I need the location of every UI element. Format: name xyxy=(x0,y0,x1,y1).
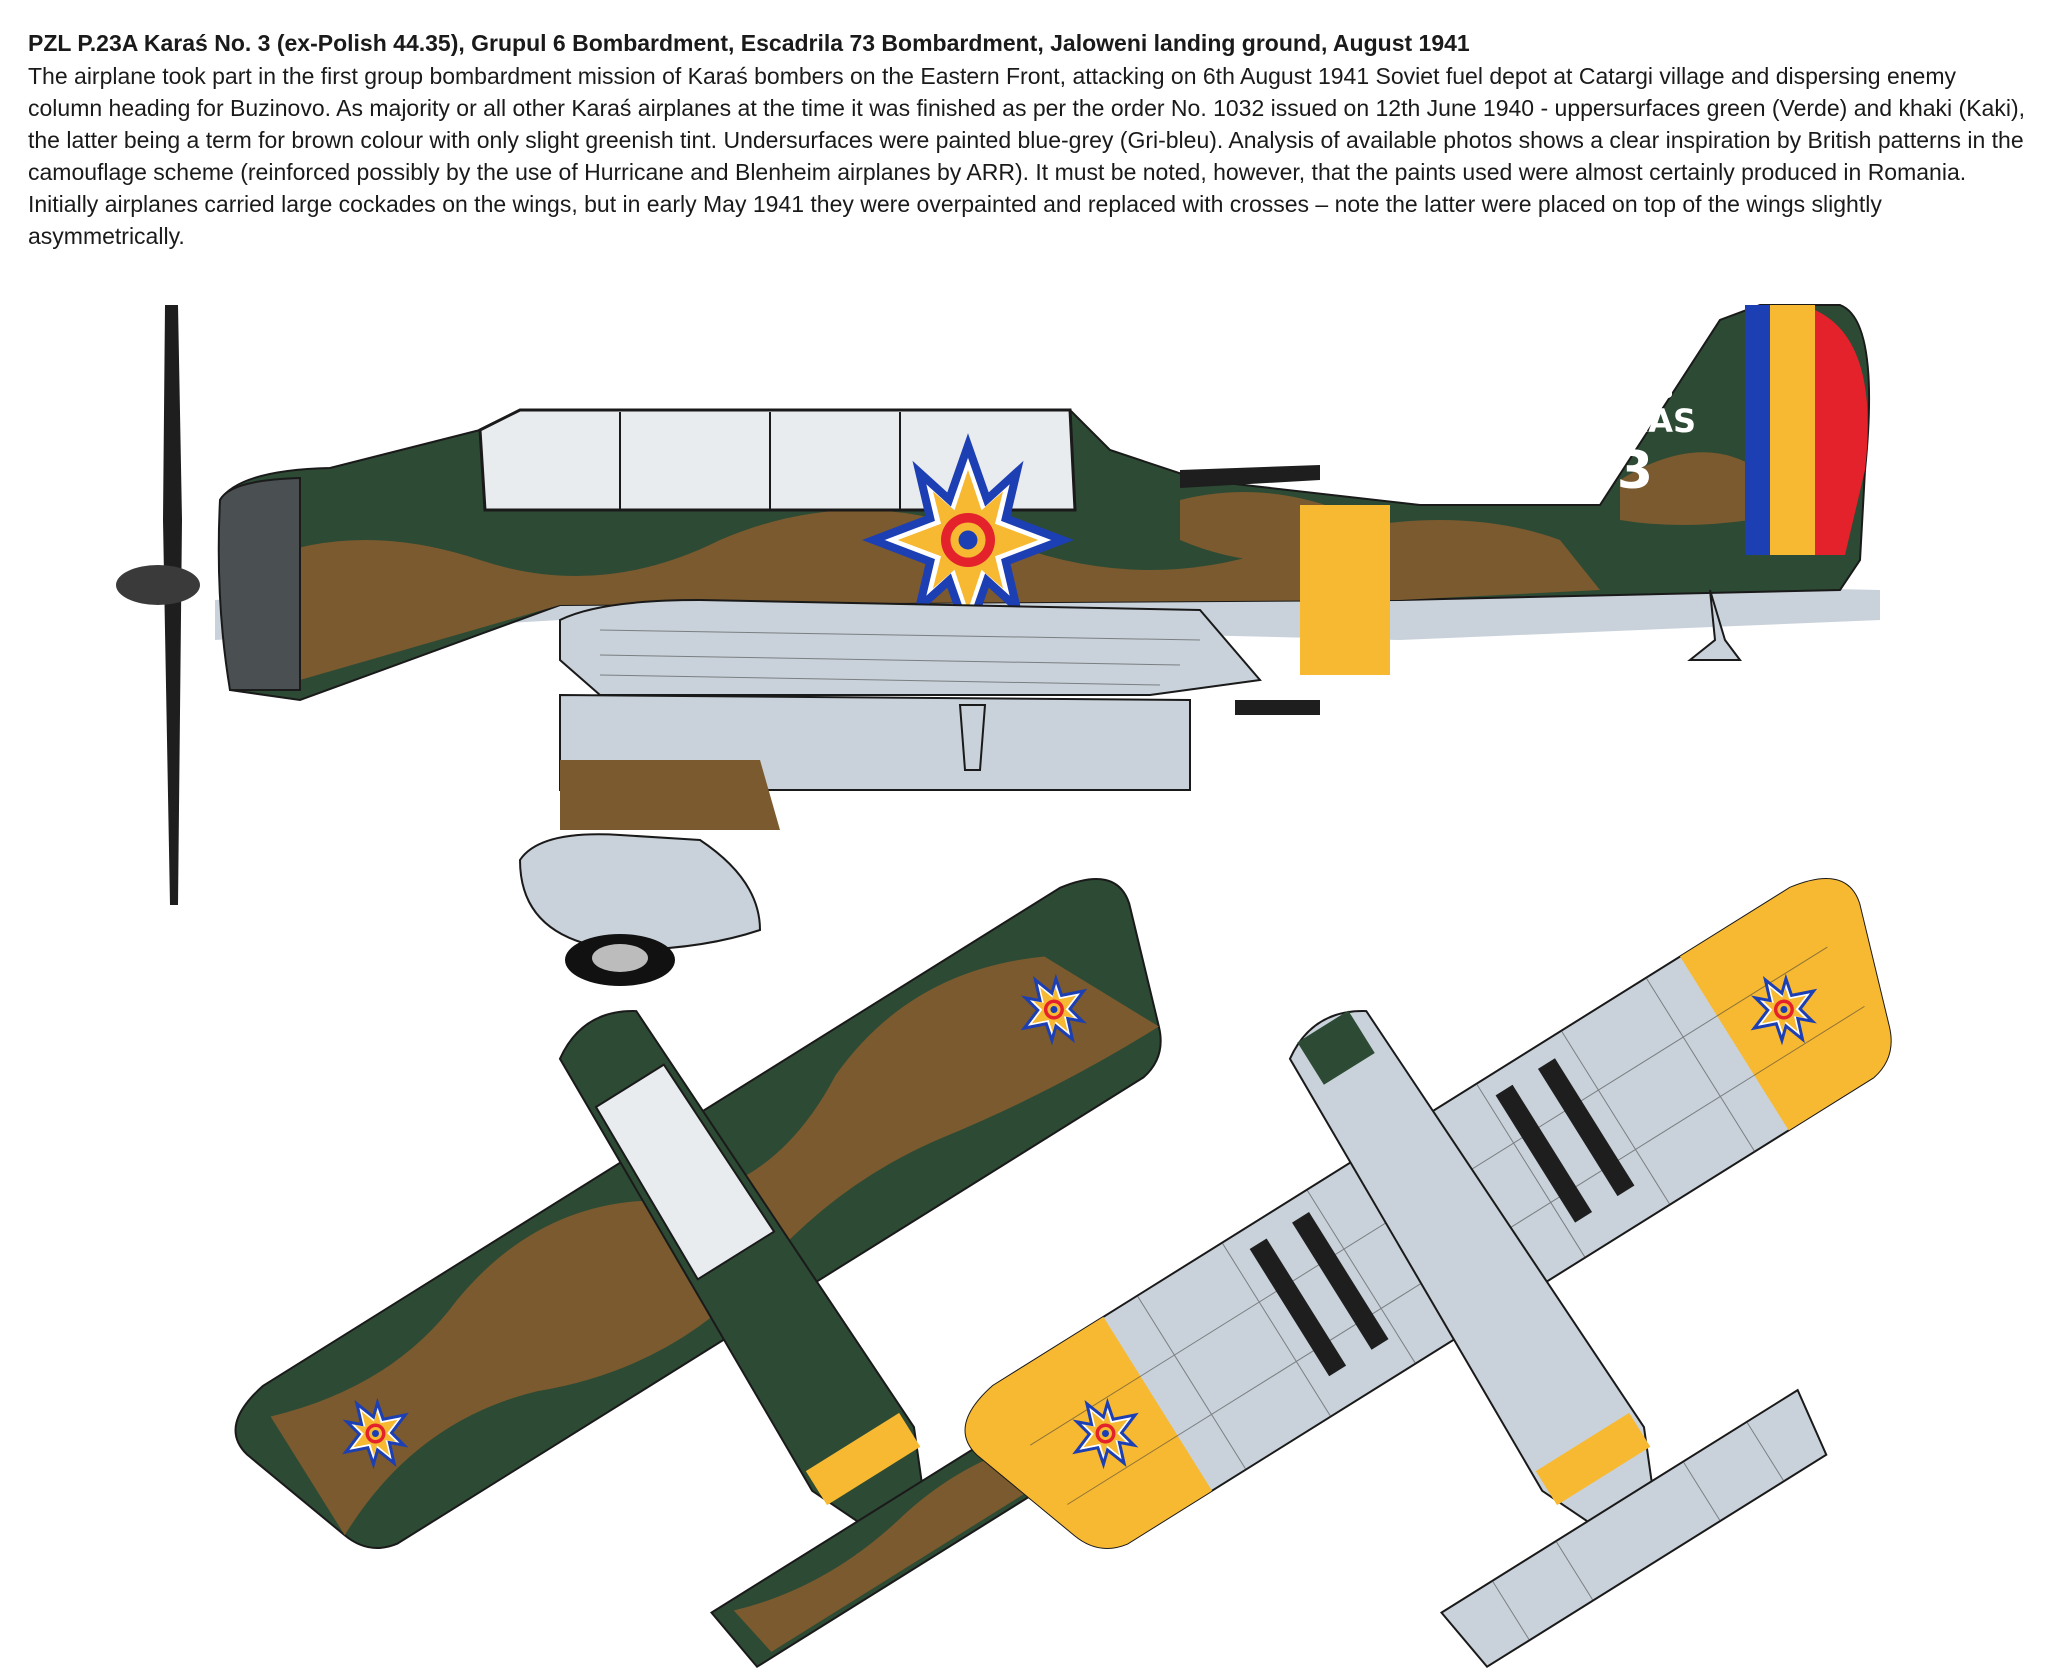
tail-type-label: PZL.23 xyxy=(1596,379,1674,403)
caption-title: PZL P.23A Karaś No. 3 (ex-Polish 44.35), Grupul 6 Bombardment, Escadrila 73 Bombardment, Jaloweni landing ground, August 1941 xyxy=(28,30,1470,56)
side-view-airplane xyxy=(116,305,1880,986)
top-view-airplane xyxy=(148,746,1369,1680)
yellow-fuselage-band xyxy=(1300,505,1390,675)
propeller-blade xyxy=(163,305,182,905)
tail-name-label: KARAS xyxy=(1573,402,1697,440)
caption-body: The airplane took part in the first group bombardment mission of Karaś bombers on the Eastern Front, attacking on 6th August 1941 Soviet fuel depot at Catargi village and dispersing enemy column heading for Buzinovo. As majority or all other Karaś airplanes at the time it was finished as per the order No. 1032 issued on 12th June 1940 - uppersurfaces green (Verde) and khaki (Kaki), the latter being a term for brown colour with only slight greenish tint. Undersurfaces were painted blue-grey (Gri-bleu). Analysis of available photos shows a clear inspiration by British patterns in the camouflage scheme (reinforced possibly by the use of Hurricane and Blenheim airplanes by ARR). It must be noted, however, that the paints used were almost certainly produced in Romania. Initially airplanes carried large cockades on the wings, but in early May 1941 they were overpainted and replaced with crosses – note the latter were placed on top of the wings slightly asymmetrically. xyxy=(28,63,2025,249)
bottom-view-airplane xyxy=(878,746,2048,1680)
tail-number: 3 xyxy=(1616,441,1654,501)
spinner xyxy=(116,565,200,605)
tricolor-rudder xyxy=(1745,305,1868,555)
